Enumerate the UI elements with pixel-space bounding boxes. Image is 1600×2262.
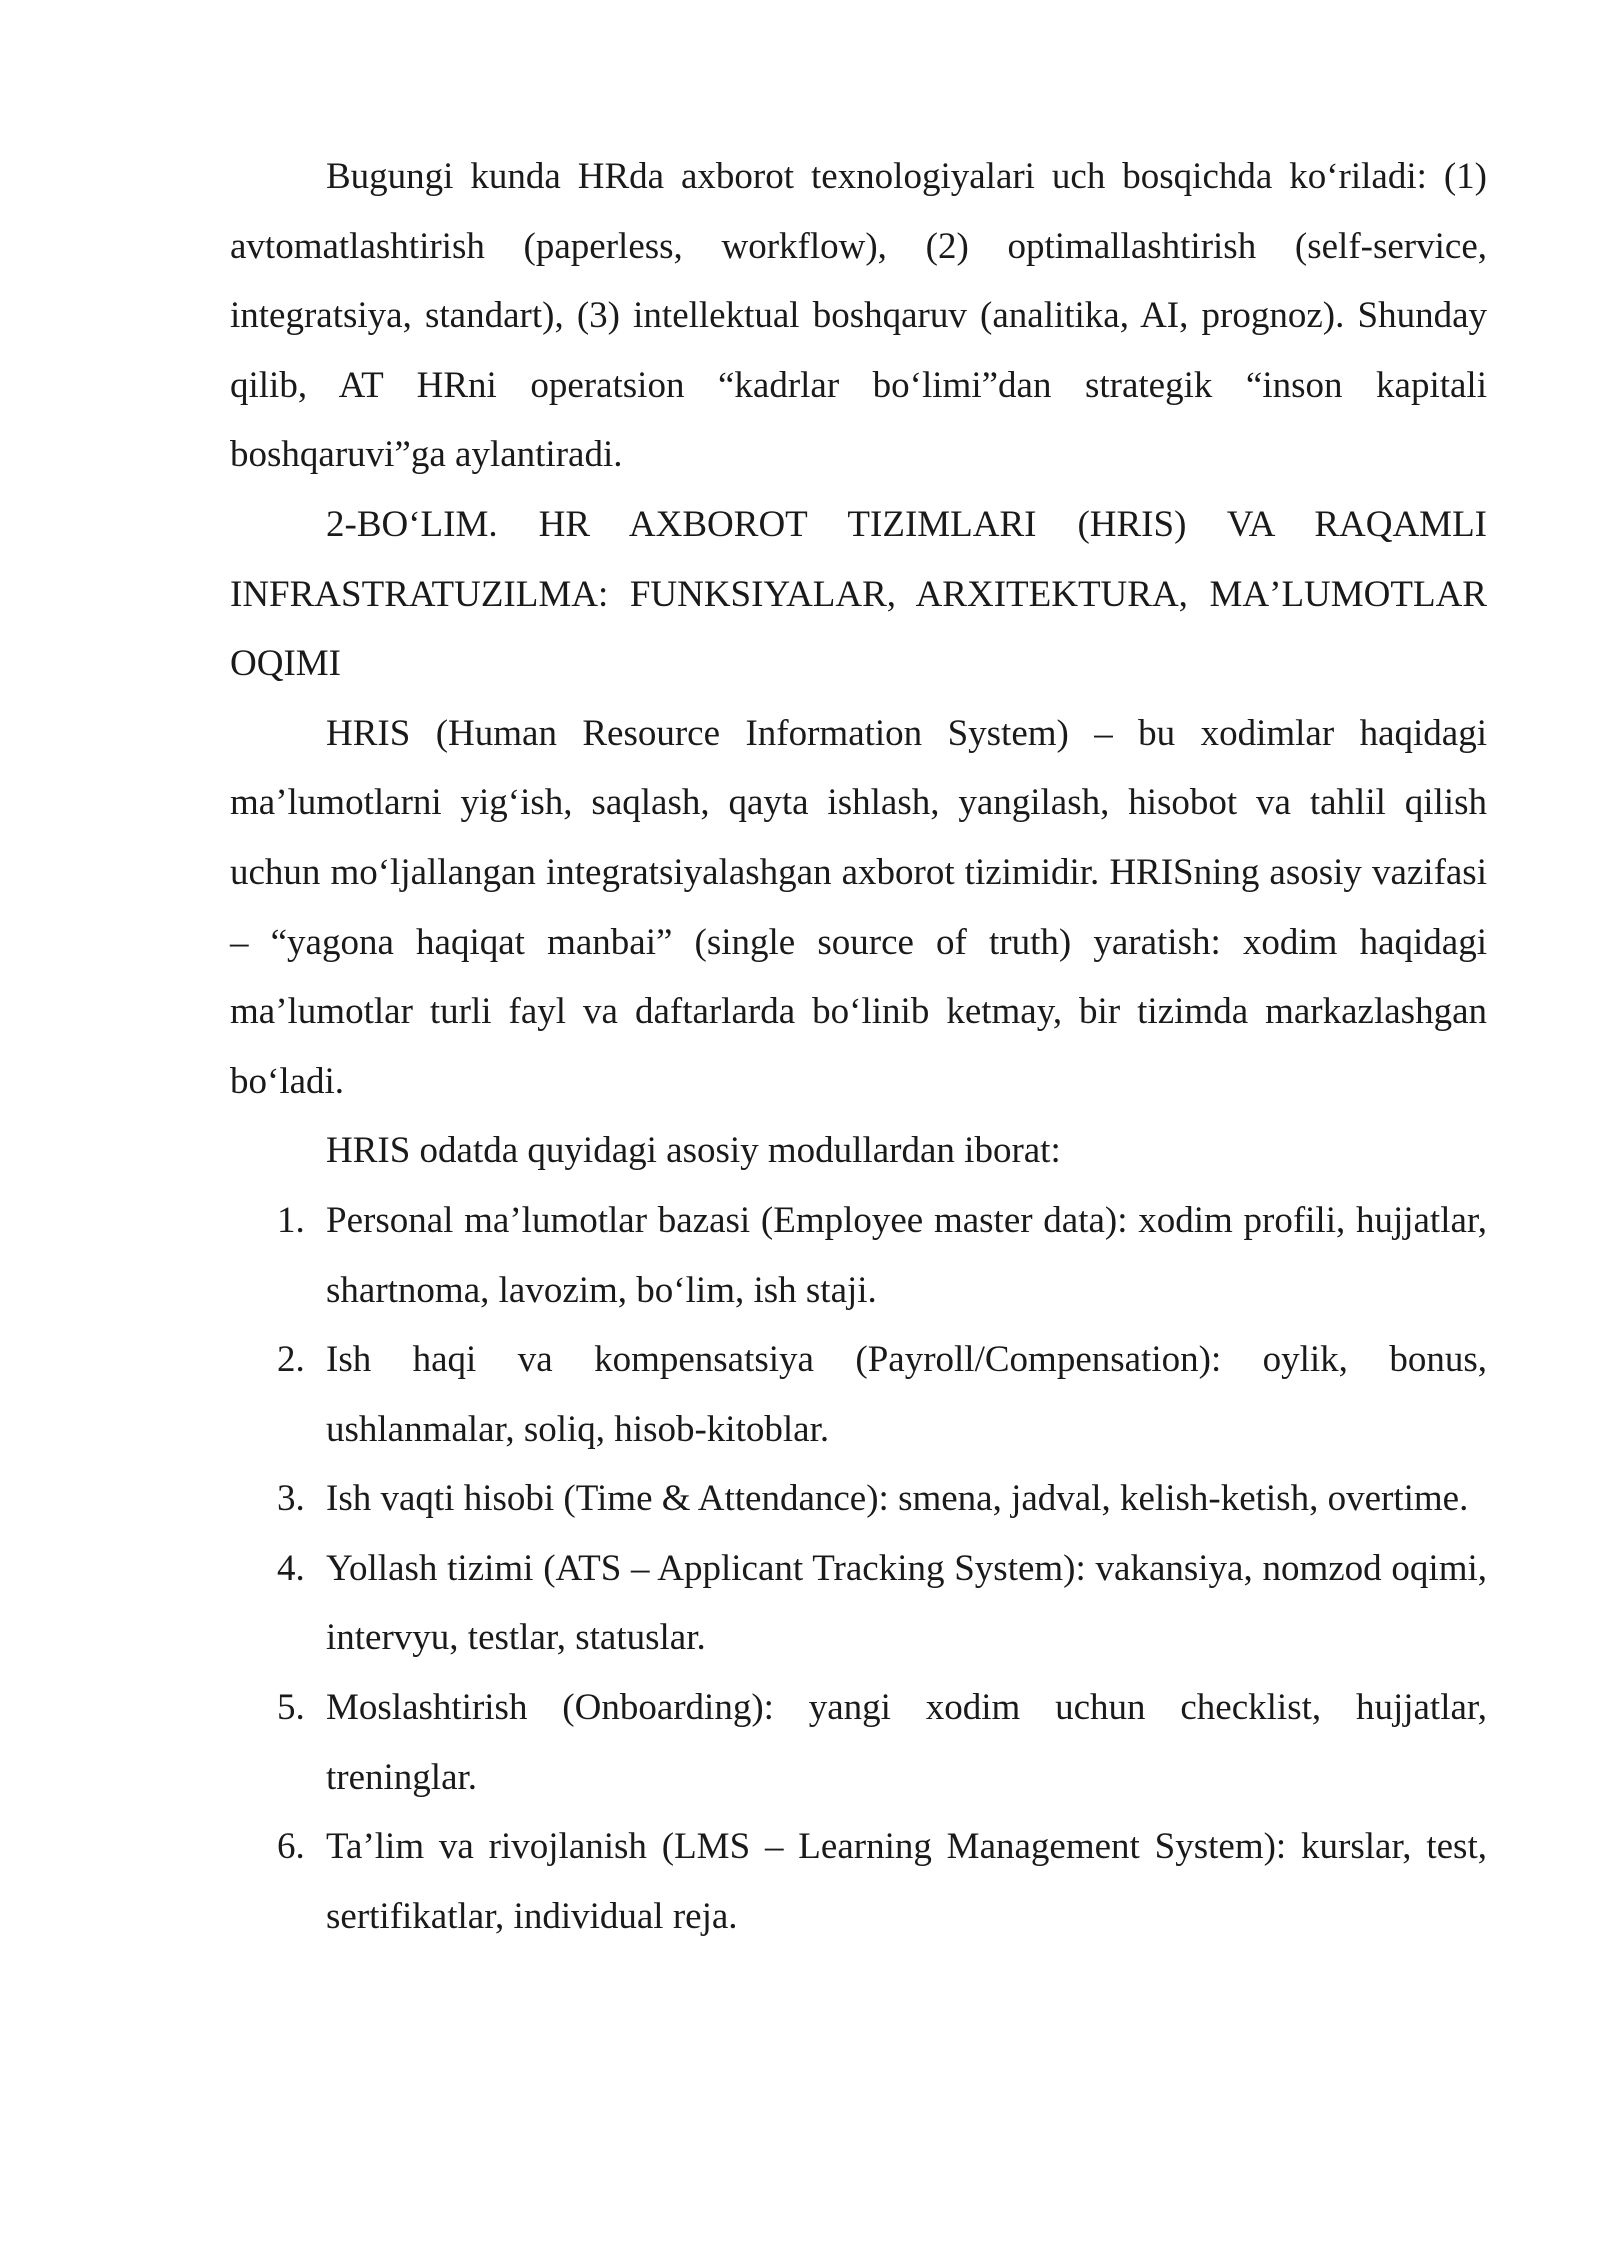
- list-item: [230, 1812, 1487, 1951]
- list-item-number: 5.: [277, 1687, 305, 1729]
- list-item: [230, 1534, 1487, 1673]
- section-heading: 2-BOʻLIM. HR AXBOROT TIZIMLARI (HRIS) VA RAQAMLI INFRASTRATUZILMA: FUNKSIYALAR, ARXITEKTURA, MAʼLUMOTLAR OQIMI: [230, 503, 1487, 685]
- list-item-number: 4.: [277, 1547, 305, 1589]
- list-item-text: Ish vaqti hisobi (Time & Attendance): smena, jadval, kelish-ketish, overtime.: [326, 1478, 1469, 1520]
- document-body: [230, 142, 1487, 1951]
- list-item: [230, 1464, 1487, 1534]
- list-item-text: Personal maʼlumotlar bazasi (Employee master data): xodim profili, hujjatlar, shartnoma, lavozim, boʻlim, ish staji.: [326, 1199, 1487, 1311]
- list-item-number: 1.: [277, 1199, 305, 1241]
- list-item-text: Moslashtirish (Onboarding): yangi xodim uchun checklist, hujjatlar, treninglar.: [326, 1687, 1487, 1798]
- intro-paragraph: Bugungi kunda HRda axborot texnologiyalari uch bosqichda koʻriladi: (1) avtomatlashtirish (paperless, workflow), (2) optimallashtirish (self-service, integratsiya, standart), (3) intellektual boshqaruv (analitika, AI, prognoz). Shunday qilib, AT HRni operatsion “kadrlar boʻlimi”dan strategik “inson kapitali boshqaruvi”ga aylantiradi.: [230, 156, 1487, 476]
- list-item-text: Taʼlim va rivojlanish (LMS – Learning Management System): kurslar, test, sertifikatlar, individual reja.: [326, 1826, 1487, 1937]
- list-item: [230, 1673, 1487, 1812]
- list-item-number: 2.: [277, 1339, 305, 1381]
- list-item-text: Ish haqi va kompensatsiya (Payroll/Compensation): oylik, bonus, ushlanmalar, soliq, hisob-kitoblar.: [326, 1339, 1487, 1450]
- hris-definition-paragraph: HRIS (Human Resource Information System) – bu xodimlar haqidagi maʼlumotlarni yigʻish, saqlash, qayta ishlash, yangilash, hisobot va tahlil qilish uchun moʻljallangan integratsiyalashgan axborot tizimidir. HRISning asosiy vazifasi – “yagona haqiqat manbai” (single source of truth) yaratish: xodim haqidagi maʼlumotlar turli fayl va daftarlarda boʻlinib ketmay, bir tizimda markazlashgan boʻladi.: [230, 712, 1487, 1102]
- modules-intro-paragraph: HRIS odatda quyidagi asosiy modullardan iborat:: [326, 1130, 1061, 1172]
- list-item-text: Yollash tizimi (ATS – Applicant Tracking System): vakansiya, nomzod oqimi, intervyu, testlar, statuslar.: [326, 1547, 1487, 1659]
- list-item: [230, 1325, 1487, 1464]
- list-item-number: 6.: [277, 1826, 305, 1868]
- list-item-number: 3.: [277, 1478, 305, 1520]
- list-item: [230, 1186, 1487, 1325]
- modules-list: [230, 1186, 1487, 1952]
